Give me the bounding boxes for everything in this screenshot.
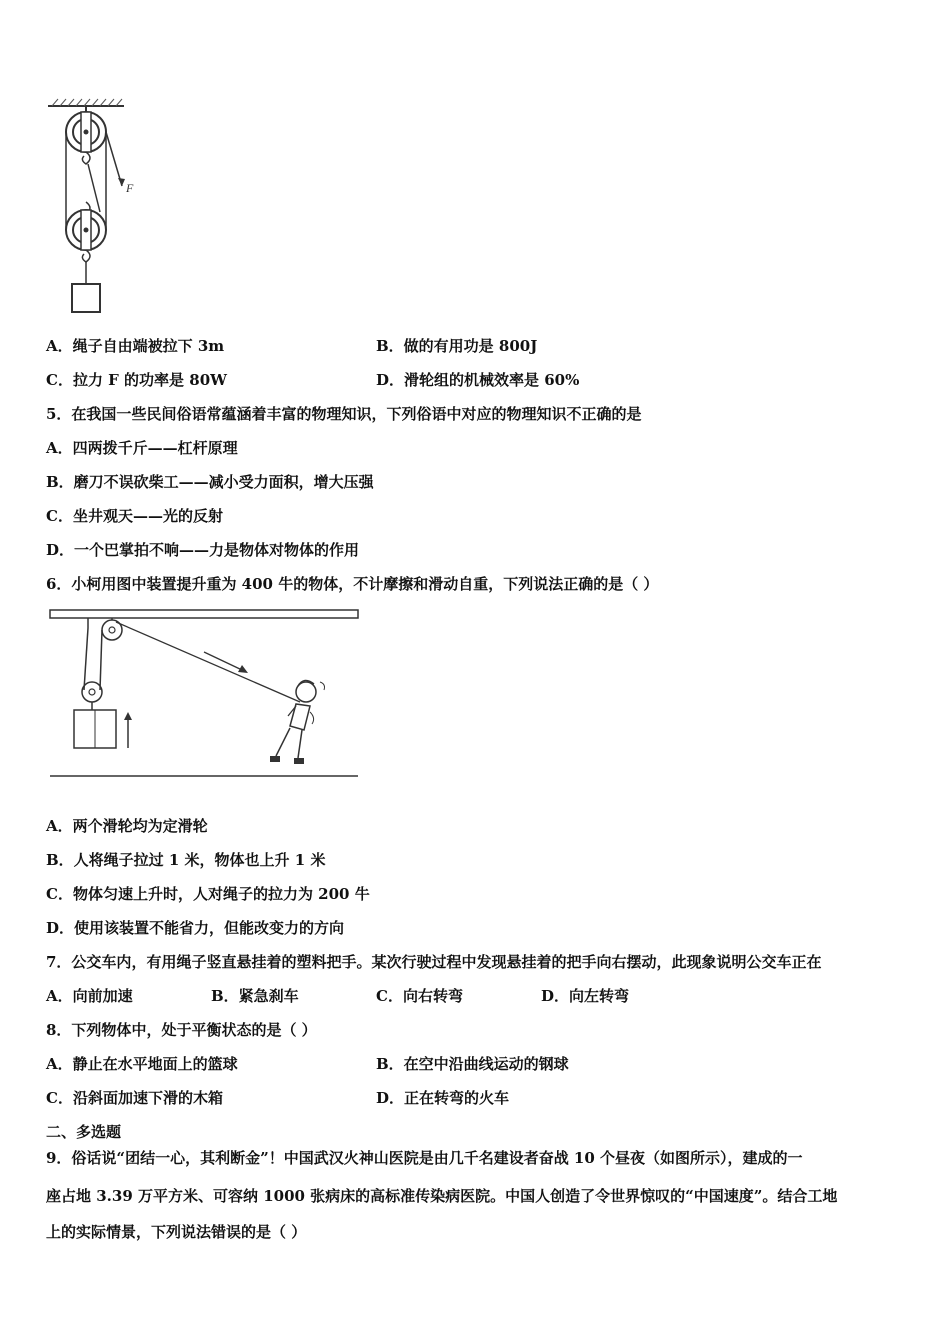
q6-option-d: D．使用该装置不能省力，但能改变力的方向 xyxy=(46,919,345,937)
q8-option-d: D．正在转弯的火车 xyxy=(376,1089,510,1107)
q4-option-c: C．拉力 F 的功率是 80W xyxy=(46,371,227,389)
q9-line-3: 上的实际情景，下列说法错误的是（ ） xyxy=(46,1223,307,1241)
q5-option-a: A．四两拨千斤——杠杆原理 xyxy=(46,439,238,457)
q8-option-b: B．在空中沿曲线运动的钢球 xyxy=(376,1055,569,1073)
q8-option-a: A．静止在水平地面上的篮球 xyxy=(46,1055,238,1073)
section-title-multiple-choice: 二、多选题 xyxy=(46,1123,122,1141)
q5-option-b: B．磨刀不误砍柴工——减小受力面积，增大压强 xyxy=(46,473,374,491)
q5-stem: 5．在我国一些民间俗语常蕴涵着丰富的物理知识，下列俗语中对应的物理知识不正确的是 xyxy=(46,405,642,423)
q6-stem: 6．小柯用图中装置提升重为 400 牛的物体，不计摩擦和滑动自重，下列说法正确的是（ ） xyxy=(46,575,659,593)
q4-option-a: A．绳子自由端被拉下 3m xyxy=(46,337,225,355)
q8-stem: 8．下列物体中，处于平衡状态的是（ ） xyxy=(46,1021,317,1039)
q9-line-2: 座占地 3.39 万平方米、可容纳 1000 张病床的高标准传染病医院。中国人创造了令世界惊叹的“中国速度”。结合工地 xyxy=(46,1187,838,1205)
q5-option-d: D．一个巴掌拍不响——力是物体对物体的作用 xyxy=(46,541,360,559)
q7-option-a: A．向前加速 xyxy=(46,987,133,1005)
q5-option-c: C．坐井观天——光的反射 xyxy=(46,507,223,525)
q9-line-1: 9．俗话说“团结一心，其利断金”！中国武汉火神山医院是由几千名建设者奋战 10 个昼夜（如图所示），建成的一 xyxy=(46,1149,803,1167)
q4-option-b: B．做的有用功是 800J xyxy=(376,337,538,355)
q7-option-b: B．紧急刹车 xyxy=(211,987,299,1005)
q7-stem: 7．公交车内，有用绳子竖直悬挂着的塑料把手。某次行驶过程中发现悬挂着的把手向右摆动，此现象说明公交车正在 xyxy=(46,953,822,971)
q6-option-b: B．人将绳子拉过 1 米，物体也上升 1 米 xyxy=(46,851,326,869)
pulley-figure-1 xyxy=(44,96,154,318)
q6-option-a: A．两个滑轮均为定滑轮 xyxy=(46,817,208,835)
q6-option-c: C．物体匀速上升时，人对绳子的拉力为 200 牛 xyxy=(46,885,370,903)
q8-option-c: C．沿斜面加速下滑的木箱 xyxy=(46,1089,223,1107)
force-label: F xyxy=(126,181,134,195)
q4-option-d: D．滑轮组的机械效率是 60% xyxy=(376,371,580,389)
q7-option-c: C．向右转弯 xyxy=(376,987,463,1005)
q7-option-d: D．向左转弯 xyxy=(541,987,630,1005)
pulley-figure-2 xyxy=(44,606,364,784)
